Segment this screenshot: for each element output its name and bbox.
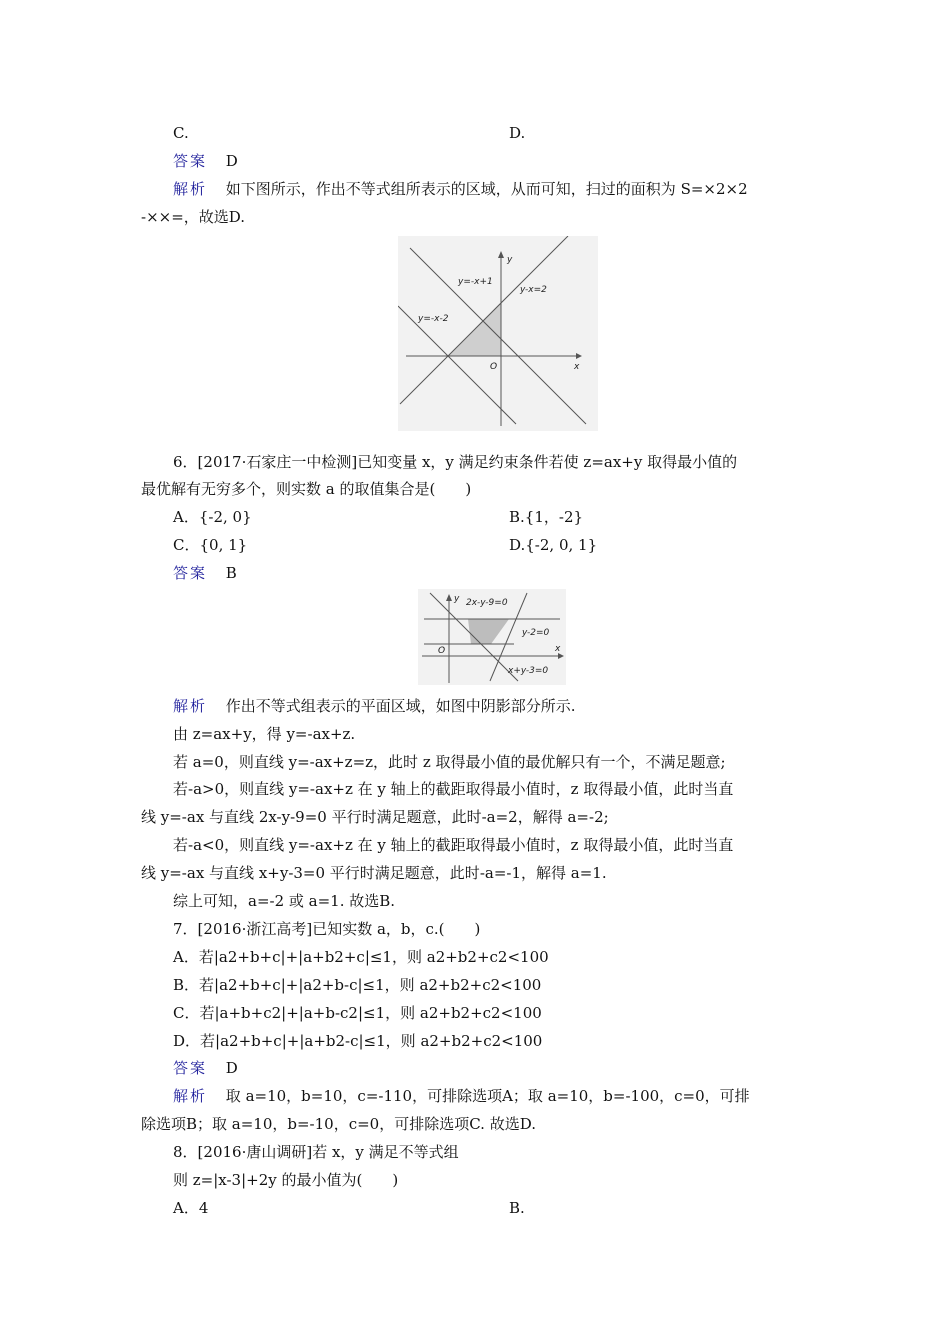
analysis-label: 解析	[173, 697, 208, 715]
q6-stem-cont: 最优解有无穷多个，则实数 a 的取值集合是( )	[141, 480, 472, 498]
q8-stem: 8．[2016·唐山调研]若 x，y 满足不等式组	[173, 1143, 459, 1161]
q6-figure	[418, 589, 566, 685]
q6-y-label: y	[454, 594, 460, 604]
q5-x-label: x	[574, 362, 580, 372]
q6-x-label: x	[555, 644, 561, 654]
q5-analysis	[173, 179, 748, 199]
q6-analysis-line: 若 a=0，则直线 y=-ax+z=z，此时 z 取得最小值的最优解只有一个，不满足题意;	[173, 753, 726, 771]
q8-stem-cont: 则 z=|x-3|+2y 的最小值为( )	[173, 1171, 399, 1189]
q5-option-c: C.	[173, 124, 189, 142]
q5-origin-label: O	[490, 362, 498, 372]
answer-label: 答案	[173, 564, 208, 582]
answer-label: 答案	[173, 152, 208, 170]
q6-option-d: D.{-2, 0, 1}	[509, 536, 598, 554]
q5-label-2: y-x=2	[520, 285, 547, 295]
q6-label-3: x+y-3=0	[508, 666, 549, 676]
q6-analysis	[173, 696, 576, 716]
q5-y-label: y	[507, 255, 513, 265]
answer-value: D	[225, 152, 238, 170]
q6-option-a: A．{-2, 0}	[173, 508, 252, 526]
q7-option-a: A．若|a2+b+c|+|a+b2+c|≤1，则 a2+b2+c2<100	[173, 948, 549, 966]
q6-analysis-line: 线 y=-ax 与直线 2x-y-9=0 平行时满足题意，此时-a=2，解得 a=-2;	[141, 808, 609, 826]
q6-analysis-line: 线 y=-ax 与直线 x+y-3=0 平行时满足题意，此时-a=-1，解得 a=1.	[141, 864, 607, 882]
analysis-label: 解析	[173, 1087, 208, 1105]
q8-option-b: B.	[509, 1199, 525, 1217]
analysis-text: 作出不等式组表示的平面区域，如图中阴影部分所示.	[225, 697, 576, 715]
q8-option-a: A．4	[173, 1199, 209, 1217]
q7-analysis-cont: 除选项B；取 a=10，b=-10，c=0，可排除选项C. 故选D.	[141, 1115, 536, 1133]
answer-value: D	[225, 1059, 238, 1077]
q5-label-3: y=-x-2	[418, 314, 449, 324]
q6-label-2: y-2=0	[522, 628, 550, 638]
analysis-label: 解析	[173, 180, 208, 198]
q6-answer	[173, 563, 237, 583]
analysis-text: 取 a=10，b=10，c=-110，可排除选项A；取 a=10，b=-100，c=0，可排	[225, 1087, 750, 1105]
q5-figure	[398, 236, 598, 431]
q7-analysis	[173, 1086, 750, 1106]
q6-origin-label: O	[438, 646, 446, 656]
analysis-text: 如下图所示，作出不等式组所表示的区域，从而可知，扫过的面积为 S=×2×2	[225, 180, 748, 198]
q6-option-c: C．{0, 1}	[173, 536, 248, 554]
q7-option-c: C．若|a+b+c2|+|a+b-c2|≤1，则 a2+b2+c2<100	[173, 1004, 542, 1022]
q5-answer	[173, 151, 238, 171]
answer-label: 答案	[173, 1059, 208, 1077]
q7-stem: 7．[2016·浙江高考]已知实数 a，b，c.( )	[173, 920, 481, 938]
q6-analysis-line: 若-a<0，则直线 y=-ax+z 在 y 轴上的截距取得最小值时，z 取得最小值，此时当直	[173, 836, 734, 854]
q6-stem: 6．[2017·石家庄一中检测]已知变量 x，y 满足约束条件若使 z=ax+y 取得最小值的	[173, 453, 738, 471]
q6-option-b: B.{1，-2}	[509, 508, 584, 526]
answer-value: B	[225, 564, 237, 582]
q6-analysis-line: 由 z=ax+y，得 y=-ax+z.	[173, 725, 356, 743]
q6-analysis-line: 综上可知，a=-2 或 a=1. 故选B.	[173, 892, 396, 910]
q6-graph	[418, 589, 566, 685]
q5-option-d: D.	[509, 124, 526, 142]
q7-option-d: D．若|a2+b+c|+|a+b2-c|≤1，则 a2+b2+c2<100	[173, 1032, 543, 1050]
q6-analysis-line: 若-a>0，则直线 y=-ax+z 在 y 轴上的截距取得最小值时，z 取得最小值，此时当直	[173, 780, 734, 798]
q5-label-1: y=-x+1	[458, 277, 493, 287]
q5-graph	[398, 236, 598, 431]
q7-answer	[173, 1058, 238, 1078]
q7-option-b: B．若|a2+b+c|+|a2+b-c|≤1，则 a2+b2+c2<100	[173, 976, 542, 994]
q5-analysis-cont: -××=，故选D.	[141, 208, 246, 226]
q6-label-1: 2x-y-9=0	[466, 598, 508, 608]
